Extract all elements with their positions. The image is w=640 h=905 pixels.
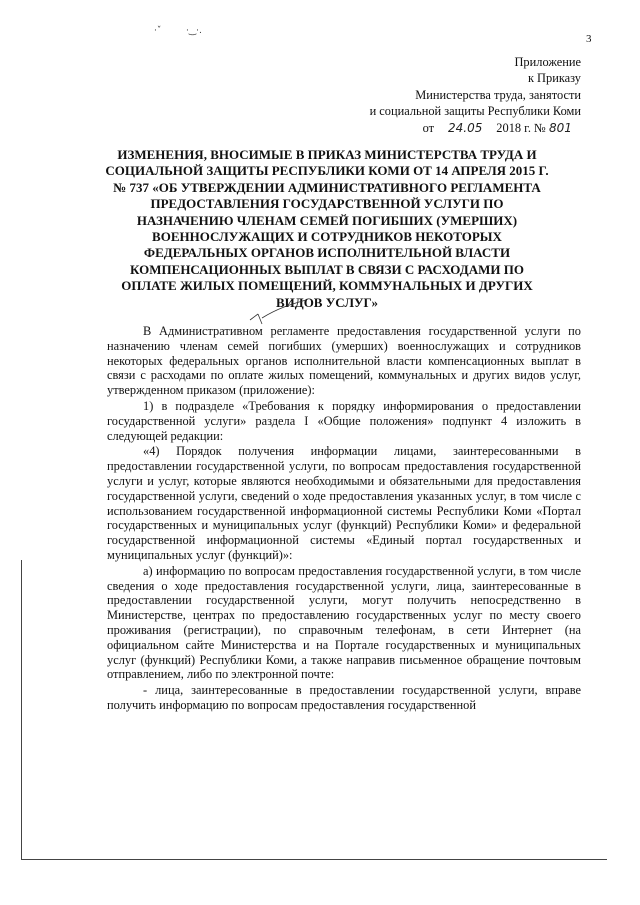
order-date-line <box>251 120 581 136</box>
document-title: ИЗМЕНЕНИЯ, ВНОСИМЫЕ В ПРИКАЗ МИНИСТЕРСТВА ТРУДА И СОЦИАЛЬНОЙ ЗАЩИТЫ РЕСПУБЛИКИ КОМИ ОТ 14 АПРЕЛЯ 2015 Г. № 737 «ОБ УТВЕРЖДЕНИИ АДМИНИСТРАТИВНОГО РЕГЛАМЕНТА ПРЕДОСТАВЛЕНИЯ ГОСУДАРСТВЕННОЙ УСЛУГИ ПО НАЗНАЧЕНИЮ ЧЛЕНАМ СЕМЕЙ ПОГИБШИХ (УМЕРШИХ) ВОЕННОСЛУЖАЩИХ И СОТРУДНИКОВ НЕКОТОРЫХ ФЕДЕРАЛЬНЫХ ОРГАНОВ ИСПОЛНИТЕЛЬНОЙ ВЛАСТИ КОМПЕНСАЦИОННЫХ ВЫПЛАТ В СВЯЗИ С РАСХОДАМИ ПО ОПЛАТЕ ЖИЛЫХ ПОМЕЩЕНИЙ, КОММУНАЛЬНЫХ И ДРУГИХ ВИДОВ УСЛУГ» <box>105 147 549 310</box>
paragraph: - лица, заинтересованные в предоставлении государственной услуги, вправе получить информацию по вопросам предоставления государственной <box>107 683 581 712</box>
from-label: от <box>422 120 435 135</box>
paragraph: «4) Порядок получения информации лицами, заинтересованными в предоставлении государственной услуги, по вопросам предоставления государственной услуги и услуг, которые являются необходимыми и обязательными для предоставления государственной услуги, сведений о ходе предоставления указанных услуг, в том числе с использованием государственной информационной системы Республики Коми «Портал государственных и муниципальных услуг (функций) Республики Коми» и федеральной государственной информационной системы «Единый портал государственных и муниципальных услуг (функций)»: <box>107 444 581 562</box>
header-line: и социальной защиты Республики Коми <box>369 104 581 119</box>
paragraph: а) информацию по вопросам предоставления государственной услуги, в том числе сведения о ходе предоставления государственной услуги, лица, заинтересованные в предоставлении государственной услуги, могут получить непосредственно в Министерстве, центрах по предоставлению государственных услуг по месту своего проживания (регистрации), по справочным телефонам, в сети Интернет (на официальном сайте Министерства и на Портале государственных и муниципальных услуг (функций) Республики Коми, а также направив письменное обращение почтовым отправлением, либо по электронной почте: <box>107 563 581 682</box>
document-body <box>107 324 581 713</box>
scan-margin-line <box>21 560 22 860</box>
header-line: Министерства труда, занятости <box>415 87 581 102</box>
paragraph: В Административном регламенте предоставления государственной услуги по назначению членам семей погибших (умерших) военнослужащих и сотрудников некоторых федеральных органов исполнительной власти компенсационных выплат в связи с расходами по оплате жилых помещений, коммунальных и других видов услуг, утвержденном приказом (приложение): <box>107 324 581 398</box>
handwritten-number: 801 <box>549 120 572 135</box>
page-number: 3 <box>586 33 592 45</box>
scan-mark: ·‿·. <box>186 26 202 36</box>
paragraph: 1) в подразделе «Требования к порядку информирования о предоставлении государственной услуги» раздела I «Общие положения» подпункт 4 изложить в следующей редакции: <box>107 398 581 443</box>
scan-mark: ·ˇ <box>154 26 162 36</box>
year-label: 2018 г. № <box>496 120 546 135</box>
handwritten-date: 24.05 <box>448 120 483 135</box>
scan-bottom-line <box>21 859 607 860</box>
header-line: к Приказу <box>527 71 581 86</box>
document-header <box>251 54 581 136</box>
header-line: Приложение <box>514 55 581 69</box>
pen-stroke <box>248 296 308 326</box>
